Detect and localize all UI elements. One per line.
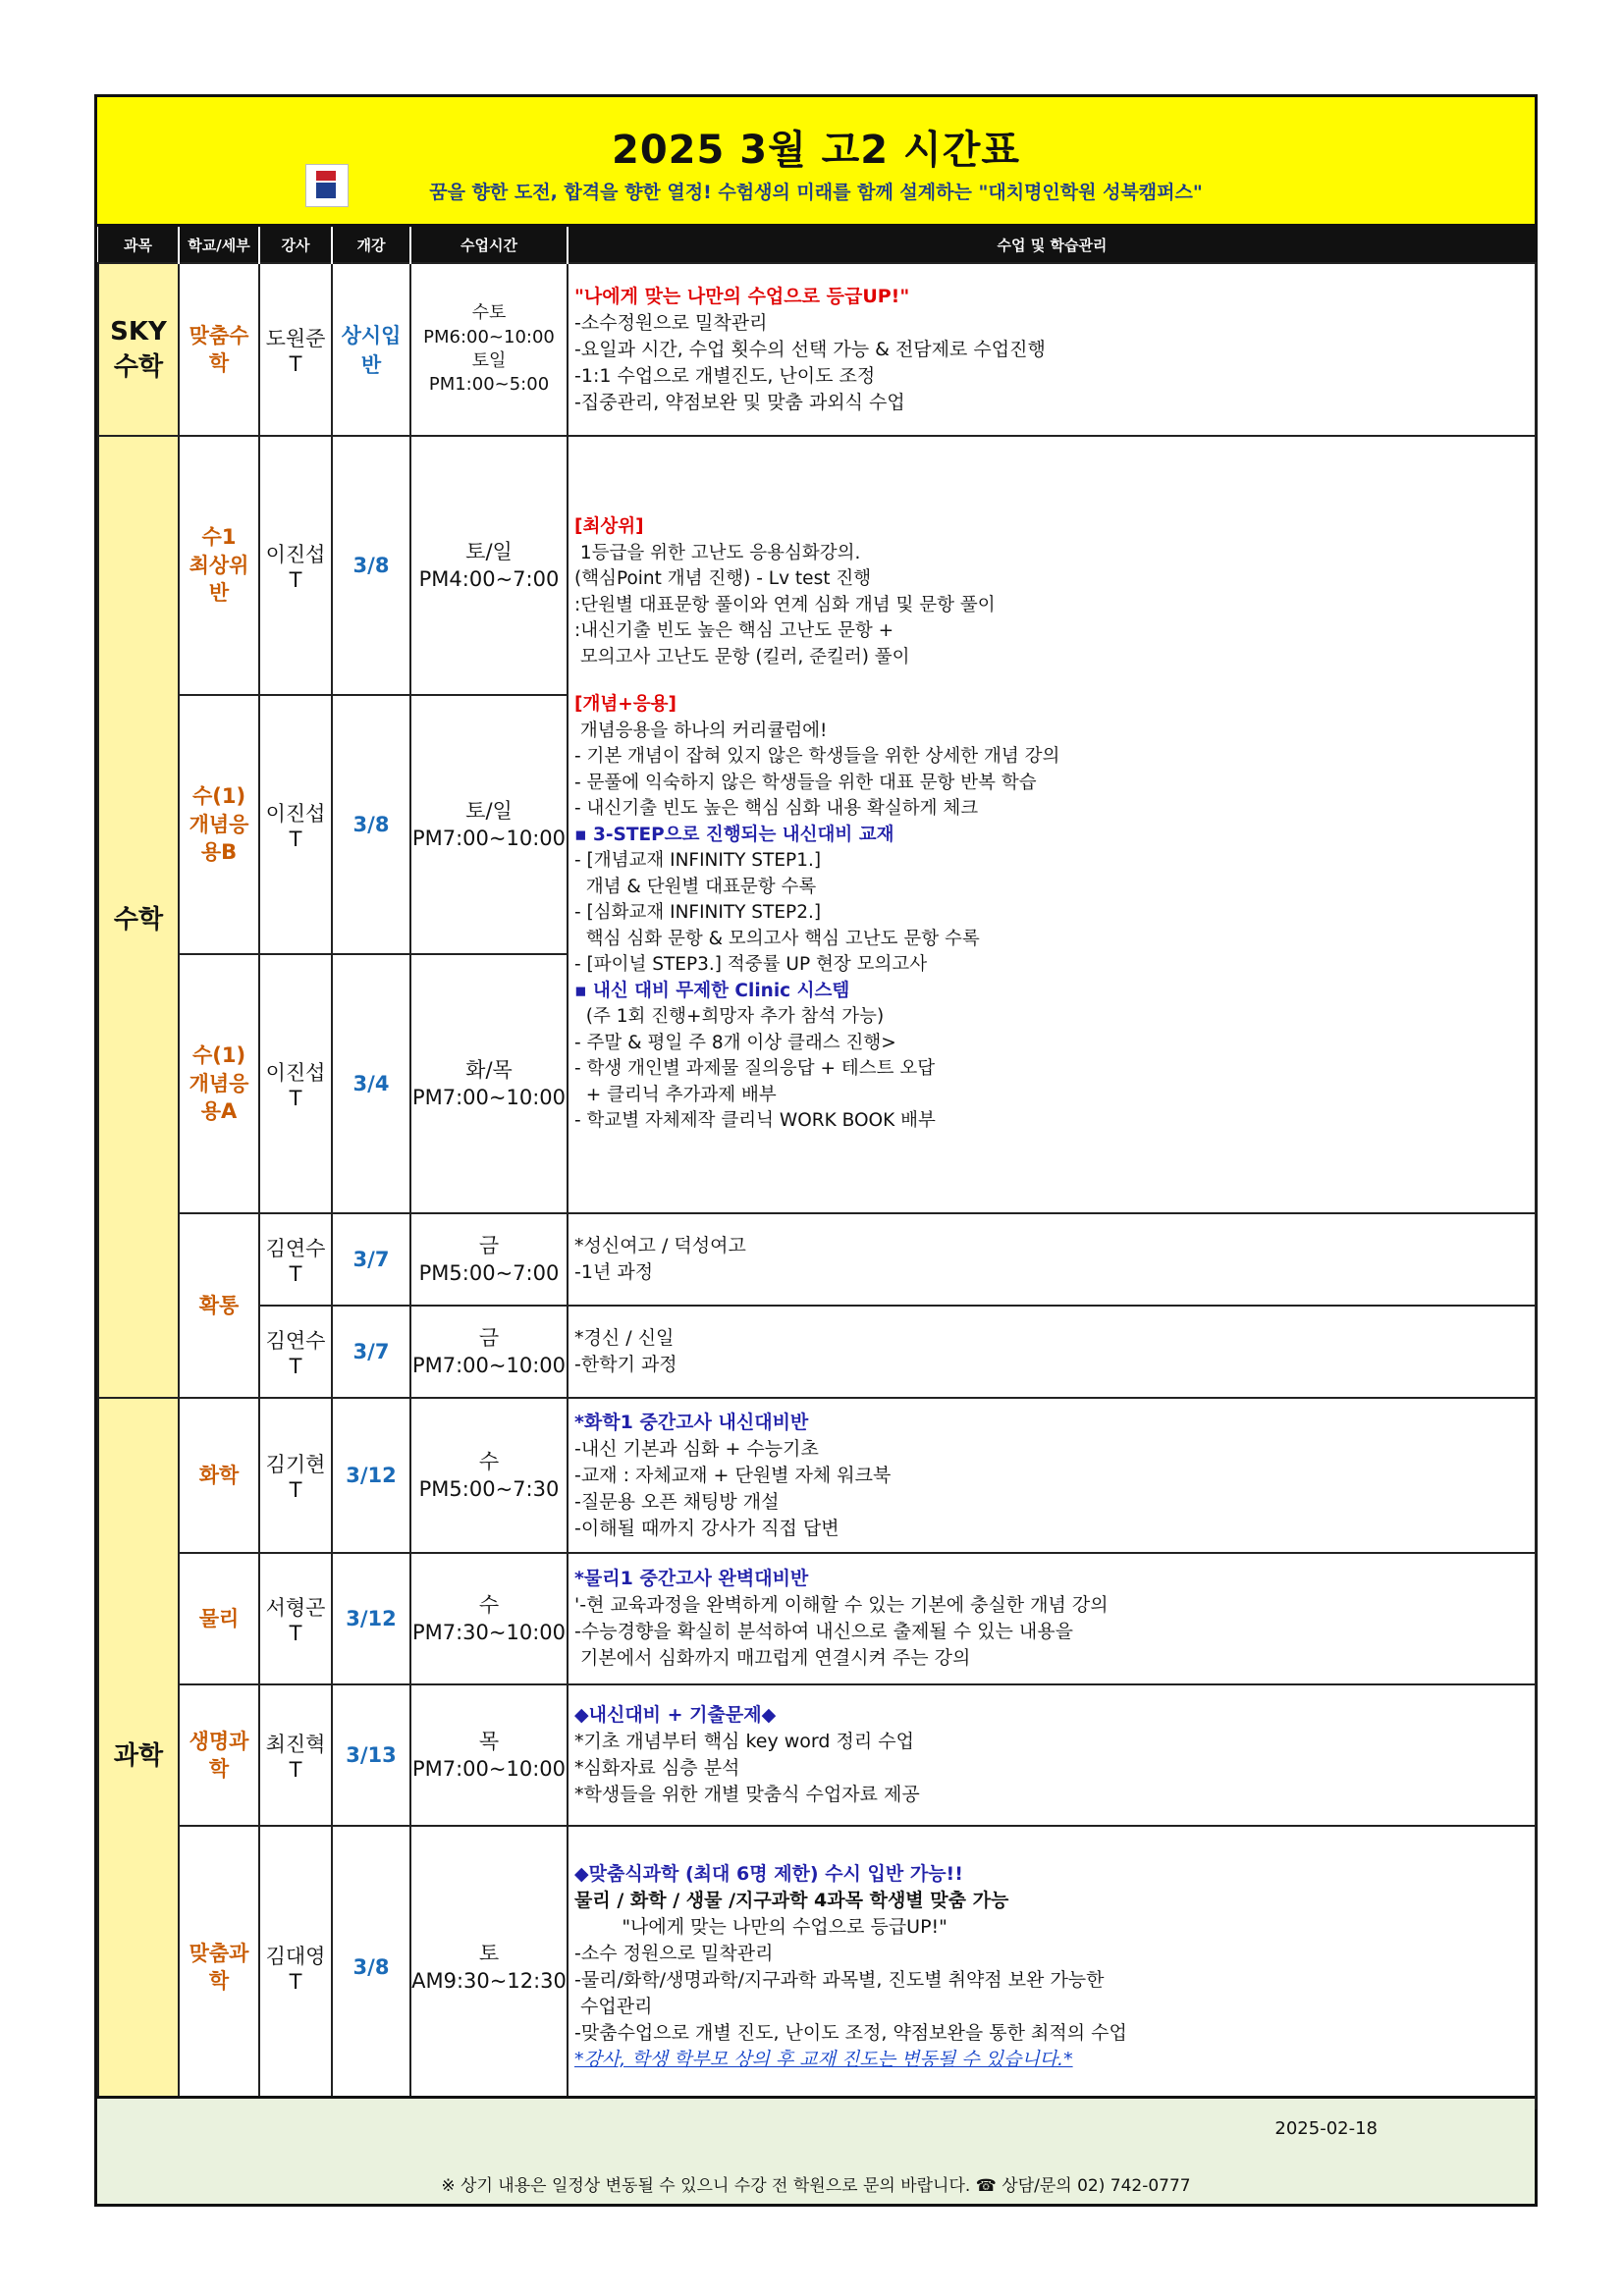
detail-line: :단원별 대표문항 풀이와 연계 심화 개념 및 문항 풀이	[574, 594, 996, 615]
col-header: 수업시간	[410, 227, 568, 263]
time-cell: 금 PM5:00~7:00	[410, 1213, 568, 1306]
detail-line: *물리1 중간고사 완벽대비반	[574, 1568, 809, 1589]
detail-line: ▪ 3-STEP으로 진행되는 내신대비 교재	[574, 824, 894, 845]
time-line: 토/일	[465, 539, 513, 563]
table-header-row	[98, 227, 1536, 263]
detail-line: '-현 교육과정을 완벽하게 이해할 수 있는 기본에 충실한 개념 강의	[574, 1594, 1109, 1616]
time-cell	[410, 263, 568, 436]
time-line: PM4:00~7:00	[418, 567, 560, 591]
time-cell: 목 PM7:00~10:00	[410, 1684, 568, 1826]
detail-line: 개념응용을 하나의 커리큘럼에!	[574, 720, 828, 741]
detail-line: "나에게 맞는 나만의 수업으로 등급UP!"	[574, 1916, 947, 1938]
teacher-cell: 도원준T	[259, 263, 332, 436]
detail-cell	[568, 1553, 1536, 1684]
detail-line: - 내신기출 빈도 높은 핵심 심화 내용 확실하게 체크	[574, 798, 979, 820]
detail-line: -교재 : 자체교재 + 단원별 자체 워크북	[574, 1464, 892, 1486]
teacher-cell: 이진섭T	[259, 695, 332, 954]
detail-line: (주 1회 진행+희망자 추가 참석 가능)	[574, 1006, 885, 1028]
open-date-cell: 3/8	[332, 1826, 410, 2109]
time-cell	[410, 695, 568, 954]
open-date-cell: 3/13	[332, 1684, 410, 1826]
table-row	[98, 1213, 1536, 1306]
subject-cell: 물리	[179, 1553, 259, 1684]
detail-cell	[568, 263, 1536, 436]
detail-line: 핵심 심화 문항 & 모의고사 핵심 고난도 문항 수록	[574, 928, 980, 949]
detail-line: :내신기출 빈도 높은 핵심 고난도 문항 +	[574, 620, 894, 642]
category-sky-math: SKY 수학	[98, 263, 179, 436]
subject-cell: 화학	[179, 1398, 259, 1553]
teacher-cell: 최진혁T	[259, 1684, 332, 1826]
open-date-cell: 3/7	[332, 1213, 410, 1306]
detail-cell	[568, 1684, 1536, 1826]
subject-cell: 확통	[179, 1213, 259, 1398]
open-date-cell: 상시입반	[332, 263, 410, 436]
subject-line: 수(1)	[191, 784, 246, 809]
detail-line: -물리/화학/생명과학/지구과학 과목별, 진도별 취약점 보완 가능한	[574, 1969, 1105, 1991]
detail-line: *성신여고 / 덕성여고	[574, 1235, 746, 1256]
schedule-table	[97, 227, 1537, 2109]
time-line: PM7:00~10:00	[411, 1086, 567, 1109]
teacher-cell: 이진섭T	[259, 954, 332, 1213]
detail-line: -1:1 수업으로 개별진도, 난이도 조정	[574, 364, 876, 387]
subject-cell: 맞춤수학	[179, 263, 259, 436]
detail-line: 물리 / 화학 / 생물 /지구과학 4과목 학생별 맞춤 가능	[574, 1890, 1009, 1911]
detail-line: *경신 / 신일	[574, 1327, 675, 1349]
col-header: 강사	[259, 227, 332, 263]
detail-line: [개념+응용]	[574, 694, 677, 716]
notice-text: ※ 상기 내용은 일정상 변동될 수 있으니 수강 전 학원으로 문의 바랍니다.	[441, 2176, 971, 2196]
col-header: 개강	[332, 227, 410, 263]
col-header: 학교/세부	[179, 227, 259, 263]
open-date-cell: 3/12	[332, 1553, 410, 1684]
detail-line: -소수정원으로 밀착관리	[574, 311, 768, 334]
detail-line: -맞춤수업으로 개별 진도, 난이도 조정, 약점보완을 통한 최적의 수업	[574, 2022, 1127, 2044]
detail-cell	[568, 436, 1536, 1213]
time-line: 화/목	[465, 1057, 513, 1082]
detail-line: (핵심Point 개념 진행) - Lv test 진행	[574, 568, 872, 590]
open-date-cell: 3/8	[332, 436, 410, 695]
detail-cell	[568, 1398, 1536, 1553]
detail-line: 모의고사 고난도 문항 (킬러, 준킬러) 풀이	[574, 646, 910, 667]
subject-line: 개념응용B	[189, 812, 249, 865]
table-row	[98, 1684, 1536, 1826]
detail-cell	[568, 1213, 1536, 1306]
time-cell: 토 AM9:30~12:30	[410, 1826, 568, 2109]
detail-cell	[568, 1826, 1536, 2109]
subject-line: 수1	[201, 525, 237, 550]
detail-line: -내신 기본과 심화 + 수능기초	[574, 1437, 819, 1460]
table-row	[98, 1306, 1536, 1398]
detail-line: - 기본 개념이 잡혀 있지 않은 학생들을 위한 상세한 개념 강의	[574, 746, 1060, 768]
open-date-cell: 3/4	[332, 954, 410, 1213]
detail-line: - [심화교재 INFINITY STEP2.]	[574, 902, 822, 924]
detail-line: -요일과 시간, 수업 횟수의 선택 가능 & 전담제로 수업진행	[574, 338, 1046, 360]
detail-line: 기본에서 심화까지 매끄럽게 연결시켜 주는 강의	[574, 1647, 971, 1669]
table-row	[98, 1553, 1536, 1684]
time-line: 토/일	[465, 798, 513, 823]
detail-cell	[568, 1306, 1536, 1398]
subject-cell: 생명과학	[179, 1684, 259, 1826]
category-science: 과학	[98, 1398, 179, 2109]
detail-line: ◆맞춤식과학 (최대 6명 제한) 수시 입반 가능!!	[574, 1863, 963, 1885]
detail-line: + 클리닉 추가과제 배부	[574, 1084, 777, 1105]
detail-line: "나에게 맞는 나만의 수업으로 등급UP!"	[574, 285, 910, 307]
teacher-cell: 서형곤T	[259, 1553, 332, 1684]
subject-cell	[179, 436, 259, 695]
open-date-cell: 3/8	[332, 695, 410, 954]
contact-phone: ☎ 상담/문의 02) 742-0777	[975, 2176, 1191, 2196]
page-title: 2025 3월 고2 시간표	[612, 128, 1020, 173]
detail-line: ▪ 내신 대비 무제한 Clinic 시스템	[574, 980, 850, 1001]
detail-line: -이해될 때까지 강사가 직접 답변	[574, 1517, 839, 1539]
time-cell	[410, 436, 568, 695]
detail-line: 1등급을 위한 고난도 응용심화강의.	[574, 542, 861, 563]
category-math: 수학	[98, 436, 179, 1398]
subject-cell	[179, 954, 259, 1213]
teacher-cell: 김연수T	[259, 1306, 332, 1398]
detail-line: - 주말 & 평일 주 8개 이상 클래스 진행>	[574, 1032, 896, 1053]
detail-line: -소수 정원으로 밀착관리	[574, 1943, 774, 1964]
open-date-cell: 3/7	[332, 1306, 410, 1398]
detail-line: ◆내신대비 + 기출문제◆	[574, 1704, 777, 1726]
detail-line: *강사, 학생 학부모 상의 후 교재 진도는 변동될 수 있습니다.*	[574, 2049, 1073, 2070]
detail-line: 개념 & 단원별 대표문항 수록	[574, 876, 817, 897]
header	[97, 97, 1535, 227]
detail-line: *심화자료 심층 분석	[574, 1757, 740, 1779]
time-line: PM7:00~10:00	[411, 827, 567, 850]
table-row	[98, 1398, 1536, 1553]
detail-line: *학생들을 위한 개별 맞춤식 수업자료 제공	[574, 1784, 920, 1805]
detail-line: -1년 과정	[574, 1261, 654, 1283]
detail-line: - 학교별 자체제작 클리닉 WORK BOOK 배부	[574, 1110, 936, 1132]
detail-line: - 학생 개인별 과제물 질의응답 + 테스트 오답	[574, 1058, 936, 1080]
time-line: 토일 PM1:00~5:00	[428, 350, 550, 396]
time-cell: 수 PM5:00~7:30	[410, 1398, 568, 1553]
teacher-cell: 김기현T	[259, 1398, 332, 1553]
issue-date: 2025-02-18	[1274, 2118, 1378, 2139]
time-cell: 금 PM7:00~10:00	[410, 1306, 568, 1398]
subject-line: 수(1)	[191, 1043, 246, 1068]
subject-cell: 맞춤과학	[179, 1826, 259, 2109]
teacher-cell: 이진섭T	[259, 436, 332, 695]
detail-line: - 문풀에 익숙하지 않은 학생들을 위한 대표 문항 반복 학습	[574, 772, 1037, 793]
col-header: 수업 및 학습관리	[568, 227, 1536, 263]
detail-line: -집중관리, 약점보완 및 맞춤 과외식 수업	[574, 391, 905, 413]
page-subtitle: 꿈을 향한 도전, 합격을 향한 열정! 수험생의 미래를 함께 설계하는 "대치명인학원 성북캠퍼스"	[429, 182, 1203, 203]
teacher-cell: 김대영T	[259, 1826, 332, 2109]
col-header: 과목	[98, 227, 179, 263]
time-cell	[410, 954, 568, 1213]
detail-line: 수업관리	[574, 1996, 653, 2017]
open-date-cell: 3/12	[332, 1398, 410, 1553]
time-line: 수토 PM6:00~10:00	[423, 302, 555, 347]
detail-line: -질문용 오픈 채팅방 개설	[574, 1490, 780, 1513]
time-cell: 수 PM7:30~10:00	[410, 1553, 568, 1684]
table-row	[98, 436, 1536, 695]
timetable-sheet	[94, 94, 1538, 2207]
detail-line: *기초 개념부터 핵심 key word 정리 수업	[574, 1731, 914, 1752]
footer-note	[97, 2171, 1535, 2196]
table-row	[98, 263, 1536, 436]
detail-line: - [파이널 STEP3.] 적중률 UP 현장 모의고사	[574, 954, 928, 976]
table-row	[98, 1826, 1536, 2109]
detail-line: [최상위]	[574, 516, 644, 538]
detail-line: -수능경향을 확실히 분석하여 내신으로 출제될 수 있는 내용을	[574, 1621, 1073, 1642]
subject-cell	[179, 695, 259, 954]
subject-line: 최상위반	[189, 553, 249, 606]
footer	[97, 2096, 1535, 2204]
detail-line: *화학1 중간고사 내신대비반	[574, 1411, 809, 1433]
teacher-cell: 김연수T	[259, 1213, 332, 1306]
detail-line: - [개념교재 INFINITY STEP1.]	[574, 850, 822, 872]
subject-line: 개념응용A	[189, 1071, 249, 1124]
detail-line: -한학기 과정	[574, 1354, 677, 1375]
